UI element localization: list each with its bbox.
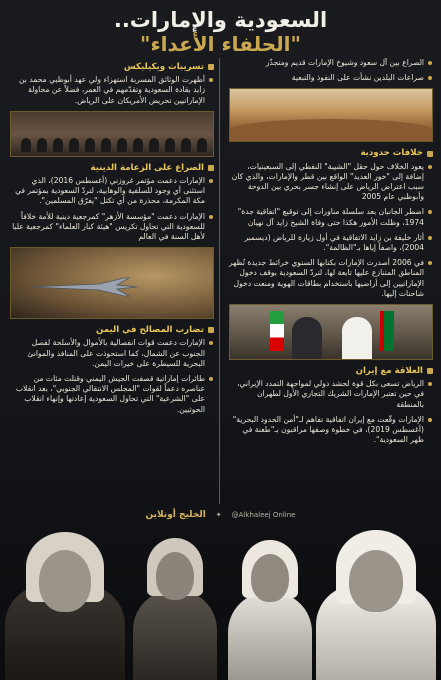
title-block (40, 8, 401, 56)
bullet-dot-icon (208, 64, 214, 70)
page-subtitle: "الحلفاء الأعداء" (140, 32, 301, 56)
bullet-dot-icon (208, 327, 214, 333)
section-heading-religion: الصراع على الزعامة الدينية (10, 163, 214, 173)
leaks-point: أظهرت الوثائق المسربة استهزاء ولي عهد أبوظبي محمد بن زايد بقادة السعودية وتقدّمهم في العمر، فضلاً عن محاولة الإماراتيين تحريض الأمريكان على الرياض. (10, 75, 214, 106)
border-point: اضطر الجانبان بعد سلسلة مناورات إلى توقيع "اتفاقية جدة" 1974، وظلت الأمور هكذا حتى وفاة الشيخ زايد آل نهيان (229, 207, 433, 227)
right-column (229, 58, 433, 450)
social-handle: @Alkhaleej Online (231, 511, 296, 519)
left-column (10, 58, 214, 420)
religion-point: الإمارات دعمت مؤتمر غروزني (أغسطس 2016)، الذي استثنى أي وجود للسلفية والوهابية، لتردّ السعودية بمؤتمر في مكة المكرمة، محذرة من أي تكتل "يفرّق المسلمين". (10, 176, 214, 207)
conference-photo (10, 111, 214, 157)
yemen-point: الإمارات دعمت قوات انفصالية بالأموال والأسلحة لفصل الجنوب عن الشمال، كما استحوذت على المنافذ والموانئ البحرية للسيطرة على خيرات اليمن. (10, 338, 214, 369)
bullet-dot-icon (427, 368, 433, 374)
twitter-icon: ✦ (215, 511, 222, 519)
leader-portrait (0, 520, 130, 680)
section-heading-border: خلافات حدودية (229, 148, 433, 158)
desert-photo (229, 88, 433, 142)
brand-logo: الخليج أونلاين (145, 510, 206, 520)
section-heading-leaks: تسريبات ويكيليكس (10, 62, 214, 72)
yemen-point: طائرات إماراتية قصفت الجيش اليمني وقتلت مئات من عناصره دعماً لقوات "المجلس الانتقالي الجنوبي"، بعد انقلاب على "الشرعية" التي تحاول السعودية إعادتها وإنهاء انقلاب الحوثيين. (10, 374, 214, 415)
section-heading-iran: العلاقة مع إيران (229, 366, 433, 376)
fighter-jet-map-photo (10, 247, 214, 319)
intro-point: الصراع بين آل سعود وشيوخ الإمارات قديم ومتجذّر (229, 58, 433, 68)
meeting-photo (229, 304, 433, 360)
section-heading-yemen: تضارب المصالح في اليمن (10, 325, 214, 335)
border-point: في 2006 أصدرت الإمارات بكتابها السنوي خرائط جديدة تُظهر المناطق المتنازع عليها تابعة لها، لتردّ السعودية بوقف دخول الإماراتيين إلى أراضيها باستخدام بطاقات الهوية ومنعت دخول شاحنات إليها. (229, 258, 433, 299)
border-point: يعود الخلاف حول حقل "الشيبة" النفطي إلى السبعينيات، إضافة إلى "خور العديد" الواقع بين قطر والإمارات، والذي كان سبب اعتراض الرياض على إنشاء جسر بحري بين الدوحة وأبوظبي عام 2005 (229, 162, 433, 203)
column-divider (219, 58, 220, 504)
leader-portrait (225, 530, 315, 680)
religion-point: الإمارات دعمت "مؤسسة الأزهر" كمرجعية دينية للأمة خلافاً للسعودية التي تحاول تكريس "هيئة كبار العلماء" كمرجعية عليا لأهل السنة في العالم (10, 212, 214, 243)
bullet-dot-icon (208, 165, 214, 171)
leaders-portraits (0, 520, 441, 680)
border-point: أثار خليفة بن زايد الاتفاقية في أول زيارة للرياض (ديسمبر 2004)، واصفاً إياها بـ"الظالمة". (229, 233, 433, 253)
page-title: السعودية والإمارات.. (113, 8, 328, 32)
intro-point: صراعات البلدين نشأت على النفوذ والتبعية (229, 73, 433, 83)
bullet-dot-icon (427, 151, 433, 157)
iran-point: الرياض تسعى بكل قوة لحشد دولي لمواجهة التمدد الإيراني، في حين تعتبر الإمارات الشريك التجاري الأول لطهران بالمنطقة (229, 379, 433, 410)
leader-portrait (310, 520, 441, 680)
leader-portrait (130, 530, 220, 680)
iran-point: الإمارات وقّعت مع إيران اتفاقية تفاهم لـ"أمن الحدود البحرية" (أغسطس 2019)، في خطوة وصفها مراقبون بـ"طعنة في ظهر السعودية". (229, 415, 433, 446)
fighter-jet-icon (29, 276, 139, 298)
